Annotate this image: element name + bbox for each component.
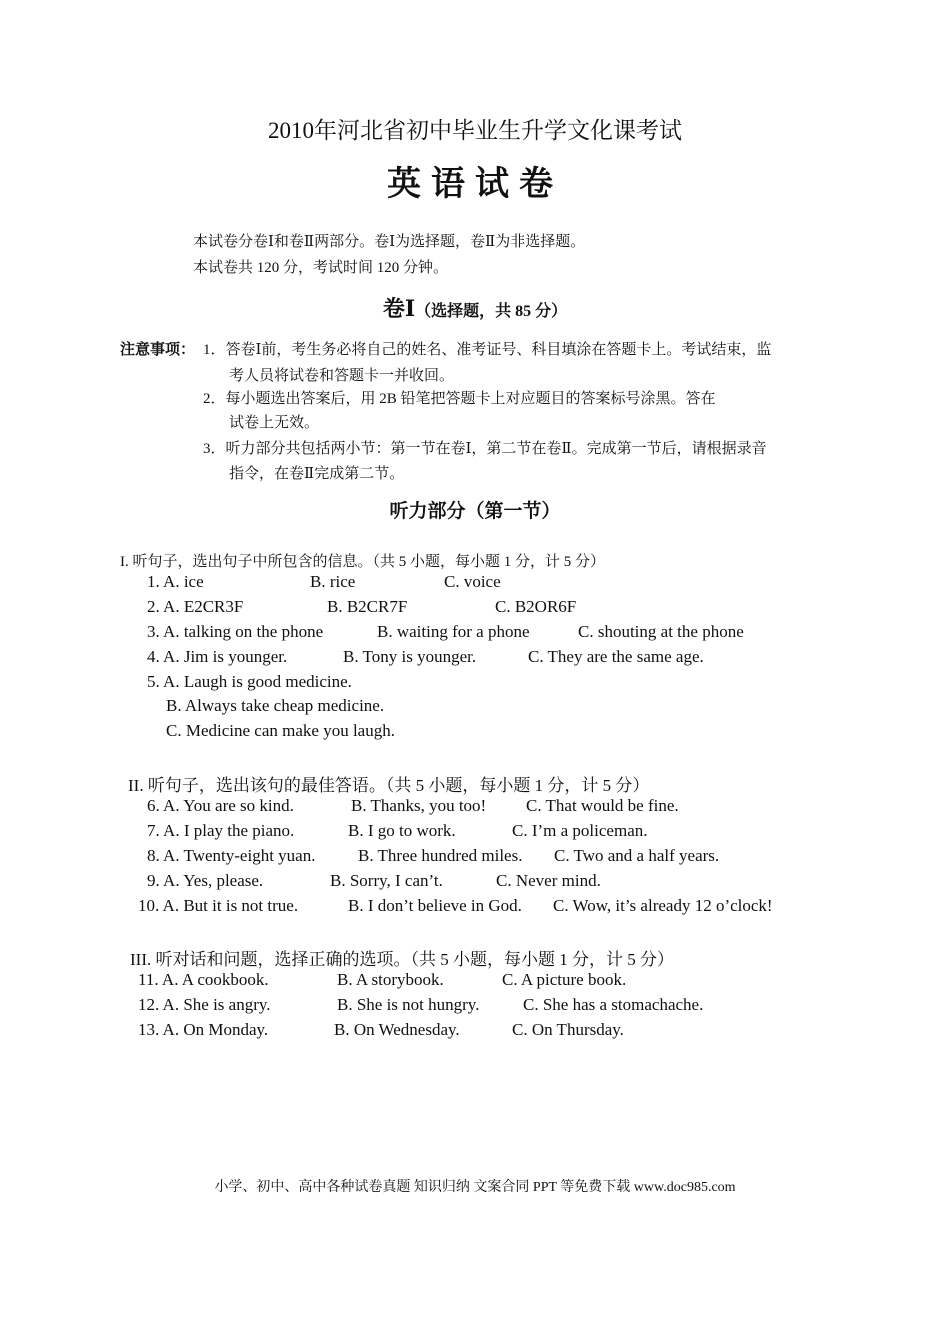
question-1-b: B. rice	[310, 572, 356, 591]
question-3-b: B. waiting for a phone	[377, 622, 530, 641]
question-10-c: C. Wow, it’s already 12 o’clock!	[553, 896, 773, 915]
question-8-c: C. Two and a half years.	[554, 846, 720, 865]
question-4-c: C. They are the same age.	[528, 647, 704, 666]
question-5-b: B. Always take cheap medicine.	[166, 696, 385, 715]
question-12-c: C. She has a stomachache.	[523, 995, 704, 1014]
question-5-c: C. Medicine can make you laugh.	[166, 721, 395, 740]
question-12-b: B. She is not hungry.	[337, 995, 480, 1014]
question-10-a: 10. A. But it is not true.	[138, 896, 299, 915]
exam-title: 2010年河北省初中毕业生升学文化课考试	[268, 118, 682, 143]
question-3-a: 3. A. talking on the phone	[147, 622, 324, 641]
question-3-c: C. shouting at the phone	[578, 622, 744, 641]
question-4-a: 4. A. Jim is younger.	[147, 647, 288, 666]
part-1-heading: I. 听句子，选出句子中所包含的信息。（共 5 小题，每小题 1 分，计 5 分）	[120, 554, 605, 570]
question-7-a: 7. A. I play the piano.	[147, 821, 295, 840]
question-8-b: B. Three hundred miles.	[358, 846, 523, 865]
question-13-a: 13. A. On Monday.	[138, 1020, 269, 1039]
question-2-c: C. B2OR6F	[495, 597, 577, 616]
question-1-a: 1. A. ice	[147, 572, 204, 591]
question-9-a: 9. A. Yes, please.	[147, 871, 264, 890]
question-13-c: C. On Thursday.	[512, 1020, 624, 1039]
question-6-c: C. That would be fine.	[526, 796, 679, 815]
question-13-b: B. On Wednesday.	[334, 1020, 460, 1039]
listening-title: 听力部分（第一节）	[389, 501, 561, 522]
page-footer: 小学、初中、高中各种试卷真题 知识归纳 文案合同 PPT 等免费下载 www.doc985.com	[214, 1180, 736, 1195]
notice-line-3: 2．每小题选出答案后，用 2B 铅笔把答题卡上对应题目的答案标号涂黑。答在	[203, 391, 716, 407]
question-7-c: C. I’m a policeman.	[512, 821, 648, 840]
question-10-b: B. I don’t believe in God.	[348, 896, 522, 915]
notice-line-1: 1．答卷Ⅰ前，考生务必将自己的姓名、准考证号、科目填涂在答题卡上。考试结束，监	[203, 342, 772, 358]
section-heading	[0, 292, 950, 323]
subject-title: 英语试卷	[387, 166, 563, 203]
question-11-c: C. A picture book.	[502, 970, 627, 989]
notice-line-5: 3．听力部分共包括两小节：第一节在卷Ⅰ，第二节在卷Ⅱ。完成第一节后，请根据录音	[203, 441, 767, 457]
part-3-heading: III. 听对话和问题，选择正确的选项。（共 5 小题，每小题 1 分，计 5 分）	[130, 950, 674, 969]
question-11-a: 11. A. A cookbook.	[138, 970, 269, 989]
question-4-b: B. Tony is younger.	[343, 647, 477, 666]
question-6-b: B. Thanks, you too!	[351, 796, 487, 815]
question-12-a: 12. A. She is angry.	[138, 995, 271, 1014]
notice-line-6: 指令，在卷Ⅱ完成第二节。	[229, 466, 405, 482]
notice-line-2: 考人员将试卷和答题卡一并收回。	[229, 368, 455, 384]
question-8-a: 8. A. Twenty-eight yuan.	[147, 846, 316, 865]
question-9-c: C. Never mind.	[496, 871, 601, 890]
intro-line-2: 本试卷共 120 分，考试时间 120 分钟。	[193, 260, 449, 276]
question-2-a: 2. A. E2CR3F	[147, 597, 244, 616]
section-title-sub: （选择题，共 85 分）	[415, 303, 568, 320]
notice-label: 注意事项：	[120, 342, 196, 358]
question-1-c: C. voice	[444, 572, 501, 591]
question-5-a: 5. A. Laugh is good medicine.	[147, 672, 352, 691]
question-11-b: B. A storybook.	[337, 970, 444, 989]
question-9-b: B. Sorry, I can’t.	[330, 871, 443, 890]
part-2-heading: II. 听句子，选出该句的最佳答语。（共 5 小题，每小题 1 分，计 5 分）	[128, 776, 650, 795]
question-7-b: B. I go to work.	[348, 821, 456, 840]
question-2-b: B. B2CR7F	[327, 597, 408, 616]
intro-line-1: 本试卷分卷Ⅰ和卷Ⅱ两部分。卷Ⅰ为选择题，卷Ⅱ为非选择题。	[193, 234, 586, 250]
section-title-main: 卷Ⅰ	[382, 296, 416, 321]
notice-line-4: 试卷上无效。	[229, 415, 320, 431]
question-6-a: 6. A. You are so kind.	[147, 796, 294, 815]
